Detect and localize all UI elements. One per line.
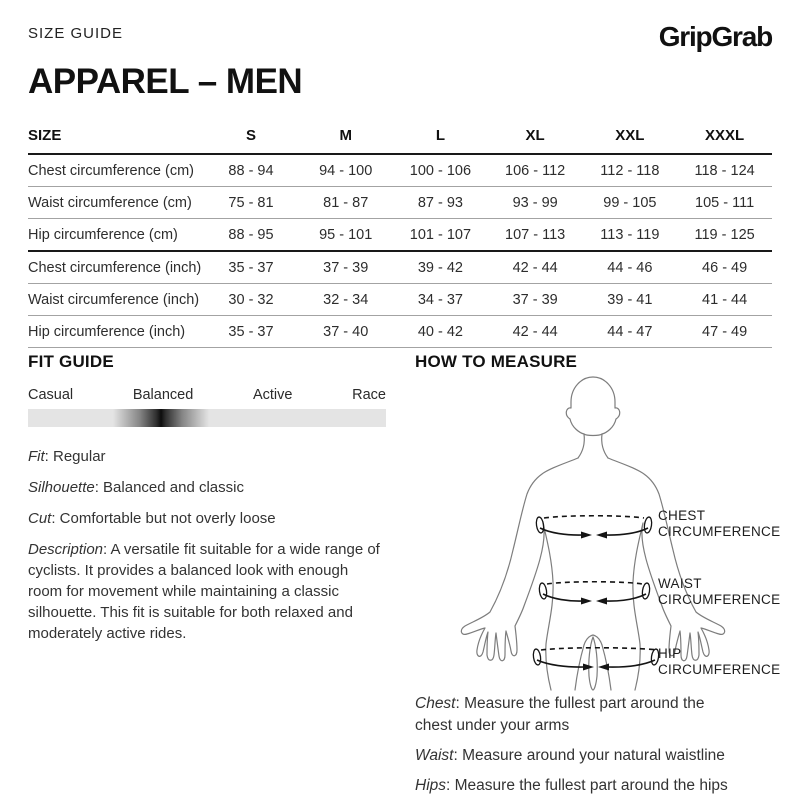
size-table bbox=[28, 122, 772, 348]
label-line: CHEST bbox=[658, 508, 706, 523]
fit-attribute-silhouette bbox=[28, 477, 386, 498]
size-cell: 44 - 47 bbox=[583, 316, 678, 348]
size-cell: 107 - 113 bbox=[488, 219, 583, 252]
size-cell: 42 - 44 bbox=[488, 316, 583, 348]
fit-label-race: Race bbox=[352, 387, 386, 403]
fit-attribute-fit bbox=[28, 446, 386, 467]
size-cell: 42 - 44 bbox=[488, 251, 583, 284]
hip-circumference-label bbox=[658, 646, 780, 678]
fit-label-active: Active bbox=[252, 387, 293, 403]
how-to-measure-heading: HOW TO MEASURE bbox=[415, 352, 578, 371]
size-cell: 35 - 37 bbox=[204, 316, 299, 348]
row-label: Chest circumference (inch) bbox=[28, 251, 204, 284]
chest-circumference-label bbox=[658, 508, 780, 540]
fit-scale-marker bbox=[113, 409, 209, 427]
size-cell: 75 - 81 bbox=[204, 187, 299, 219]
row-label: Waist circumference (cm) bbox=[28, 187, 204, 219]
column-header-size: SIZE bbox=[28, 122, 204, 154]
size-cell: 106 - 112 bbox=[488, 154, 583, 187]
size-cell: 41 - 44 bbox=[677, 284, 772, 316]
table-row-chest-inch bbox=[28, 251, 772, 284]
size-cell: 88 - 94 bbox=[204, 154, 299, 187]
label-line: HIP bbox=[658, 646, 682, 661]
measure-notes bbox=[415, 693, 737, 800]
column-header-xl: XL bbox=[488, 122, 583, 154]
fit-label-casual: Casual bbox=[28, 387, 74, 403]
size-cell: 37 - 39 bbox=[298, 251, 393, 284]
fit-attributes bbox=[28, 446, 386, 644]
note-text: : Measure the fullest part around the hips bbox=[446, 777, 728, 794]
attribute-term: Fit bbox=[28, 448, 45, 465]
label-line: CIRCUMFERENCE bbox=[658, 662, 781, 677]
gripgrab-logo: GripGrab bbox=[658, 21, 772, 52]
size-cell: 100 - 106 bbox=[393, 154, 488, 187]
size-cell: 88 - 95 bbox=[204, 219, 299, 252]
size-cell: 39 - 41 bbox=[583, 284, 678, 316]
column-header-m: M bbox=[298, 122, 393, 154]
table-row-waist-cm bbox=[28, 187, 772, 219]
size-cell: 118 - 124 bbox=[677, 154, 772, 187]
waist-circumference-label bbox=[658, 576, 780, 608]
table-header-row bbox=[28, 122, 772, 154]
label-line: CIRCUMFERENCE bbox=[658, 524, 781, 539]
fit-scale-bar bbox=[28, 409, 386, 427]
column-header-xxxl: XXXL bbox=[677, 122, 772, 154]
note-chest bbox=[415, 693, 737, 737]
attribute-term: Silhouette bbox=[28, 479, 95, 496]
note-term: Hips bbox=[415, 777, 447, 794]
size-cell: 93 - 99 bbox=[488, 187, 583, 219]
chest-measure-ring bbox=[535, 516, 652, 539]
label-line: WAIST bbox=[658, 576, 702, 591]
column-header-l: L bbox=[393, 122, 488, 154]
size-cell: 119 - 125 bbox=[677, 219, 772, 252]
attribute-term: Description bbox=[28, 541, 104, 558]
size-cell: 34 - 37 bbox=[393, 284, 488, 316]
size-cell: 37 - 40 bbox=[298, 316, 393, 348]
table-row-chest-cm bbox=[28, 154, 772, 187]
size-cell: 35 - 37 bbox=[204, 251, 299, 284]
table-row-hip-cm bbox=[28, 219, 772, 252]
size-cell: 32 - 34 bbox=[298, 284, 393, 316]
size-cell: 47 - 49 bbox=[677, 316, 772, 348]
size-cell: 37 - 39 bbox=[488, 284, 583, 316]
row-label: Hip circumference (cm) bbox=[28, 219, 204, 252]
note-term: Waist bbox=[415, 747, 454, 764]
size-cell: 105 - 111 bbox=[677, 187, 772, 219]
label-line: CIRCUMFERENCE bbox=[658, 592, 781, 607]
size-cell: 40 - 42 bbox=[393, 316, 488, 348]
page-title: APPAREL – MEN bbox=[28, 62, 303, 101]
fit-attribute-cut bbox=[28, 508, 386, 529]
size-cell: 44 - 46 bbox=[583, 251, 678, 284]
size-cell: 94 - 100 bbox=[298, 154, 393, 187]
size-cell: 30 - 32 bbox=[204, 284, 299, 316]
column-header-s: S bbox=[204, 122, 299, 154]
attribute-text: : Balanced and classic bbox=[94, 479, 244, 496]
size-cell: 46 - 49 bbox=[677, 251, 772, 284]
fit-guide-heading: FIT GUIDE bbox=[28, 352, 114, 371]
fit-label-balanced: Balanced bbox=[132, 387, 194, 403]
attribute-term: Cut bbox=[28, 510, 52, 527]
row-label: Hip circumference (inch) bbox=[28, 316, 204, 348]
row-label: Waist circumference (inch) bbox=[28, 284, 204, 316]
size-cell: 39 - 42 bbox=[393, 251, 488, 284]
size-cell: 113 - 119 bbox=[583, 219, 678, 252]
size-cell: 112 - 118 bbox=[583, 154, 678, 187]
size-cell: 99 - 105 bbox=[583, 187, 678, 219]
note-term: Chest bbox=[415, 695, 456, 712]
size-cell: 95 - 101 bbox=[298, 219, 393, 252]
size-cell: 87 - 93 bbox=[393, 187, 488, 219]
attribute-text: : Regular bbox=[44, 448, 106, 465]
attribute-text: : Comfortable but not overly loose bbox=[51, 510, 276, 527]
fit-scale-labels bbox=[28, 387, 386, 403]
fit-guide-section bbox=[28, 352, 386, 654]
note-text: : Measure around your natural waistline bbox=[453, 747, 725, 764]
size-cell: 101 - 107 bbox=[393, 219, 488, 252]
size-guide-label: SIZE GUIDE bbox=[28, 25, 124, 42]
column-header-xxl: XXL bbox=[583, 122, 678, 154]
note-hips bbox=[415, 775, 737, 797]
table-row-hip-inch bbox=[28, 316, 772, 348]
note-text: : Measure the fullest part around the chest under your arms bbox=[415, 695, 705, 734]
note-waist bbox=[415, 745, 737, 767]
fit-attribute-description bbox=[28, 539, 386, 644]
attribute-text: : A versatile fit suitable for a wide range of cyclists. It provides a balanced look with enough room for movement while maintaining a classic silhouette. This fit is suitable for both relaxed and moderately active rides. bbox=[28, 541, 380, 642]
size-cell: 81 - 87 bbox=[298, 187, 393, 219]
row-label: Chest circumference (cm) bbox=[28, 154, 204, 187]
table-row-waist-inch bbox=[28, 284, 772, 316]
